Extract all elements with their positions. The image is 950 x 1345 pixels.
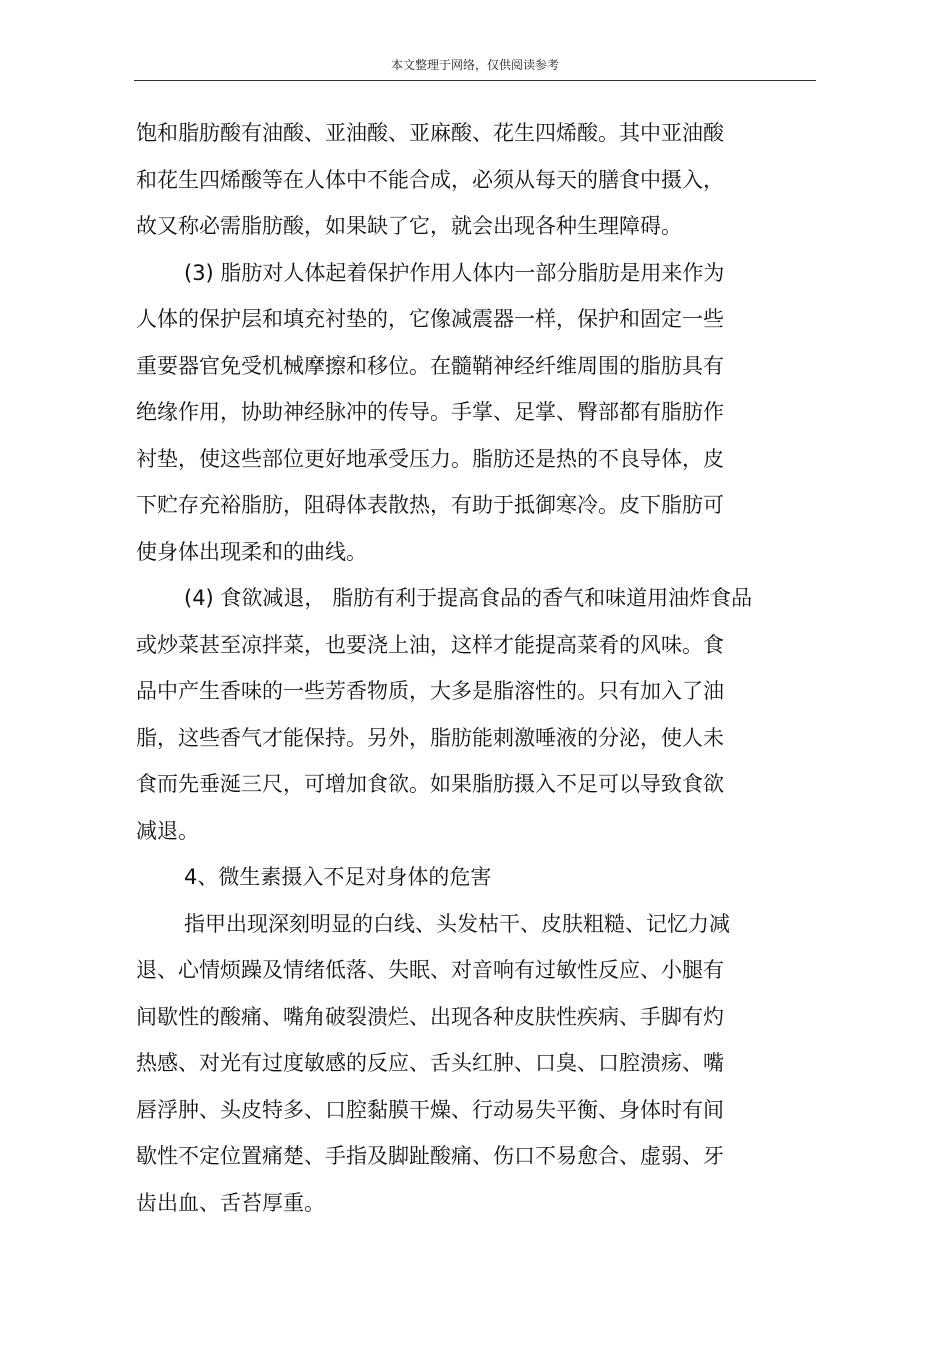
- paragraph-line: 饱和脂肪酸有油酸、亚油酸、亚麻酸、花生四烯酸。其中亚油酸: [136, 121, 724, 145]
- paragraph-line: 间歇性的酸痛、嘴角破裂溃烂、出现各种皮肤性疾病、手脚有灼: [136, 1005, 724, 1029]
- paragraph-line: 故又称必需脂肪酸，如果缺了它，就会出现各种生理障碍。: [136, 214, 682, 238]
- paragraph-line: (4) 食欲减退， 脂肪有利于提高食品的香气和味道用油炸食品: [184, 586, 753, 610]
- section-heading: 4、微生素摄入不足对身体的危害: [184, 865, 492, 889]
- paragraph-line: 衬垫，使这些部位更好地承受压力。脂肪还是热的不良导体，皮: [136, 447, 724, 471]
- paragraph-line: 脂，这些香气才能保持。另外，脂肪能刺激唾液的分泌，使人未: [136, 726, 724, 750]
- paragraph-line: 歇性不定位置痛楚、手指及脚趾酸痛、伤口不易愈合、虚弱、牙: [136, 1144, 724, 1168]
- paragraph-line: 人体的保护层和填充衬垫的，它像减震器一样，保护和固定一些: [136, 307, 724, 331]
- paragraph-line: 和花生四烯酸等在人体中不能合成，必须从每天的膳食中摄入，: [136, 168, 724, 192]
- paragraph-line: 指甲出现深刻明显的白线、头发枯干、皮肤粗糙、记忆力减: [184, 912, 730, 936]
- paragraph-line: 退、心情烦躁及情绪低落、失眠、对音响有过敏性反应、小腿有: [136, 958, 724, 982]
- paragraph-line: 减退。: [136, 819, 199, 843]
- paragraph-line: 食而先垂涎三尺，可增加食欲。如果脂肪摄入不足可以导致食欲: [136, 772, 724, 796]
- paragraph-line: 或炒菜甚至凉拌菜，也要浇上油，这样才能提高菜肴的风味。食: [136, 633, 724, 657]
- paragraph-line: 下贮存充裕脂肪，阻碍体表散热，有助于抵御寒冷。皮下脂肪可: [136, 493, 724, 517]
- paragraph-line: 热感、对光有过度敏感的反应、舌头红肿、口臭、口腔溃疡、嘴: [136, 1051, 724, 1075]
- paragraph-line: 重要器官免受机械摩擦和移位。在髓鞘神经纤维周围的脂肪具有: [136, 354, 724, 378]
- paragraph-line: 绝缘作用，协助神经脉冲的传导。手掌、足掌、臀部都有脂肪作: [136, 400, 724, 424]
- paragraph-line: 齿出血、舌苔厚重。: [136, 1191, 325, 1215]
- paragraph-line: 品中产生香味的一些芳香物质，大多是脂溶性的。只有加入了油: [136, 679, 724, 703]
- paragraph-line: (3) 脂肪对人体起着保护作用人体内一部分脂肪是用来作为: [184, 261, 725, 285]
- header-divider: [134, 80, 816, 81]
- paragraph-line: 唇浮肿、头皮特多、口腔黏膜干燥、行动易失平衡、身体时有间: [136, 1098, 724, 1122]
- page-header: 本文整理于网络，仅供阅读参考: [390, 58, 559, 72]
- paragraph-line: 使身体出现柔和的曲线。: [136, 540, 367, 564]
